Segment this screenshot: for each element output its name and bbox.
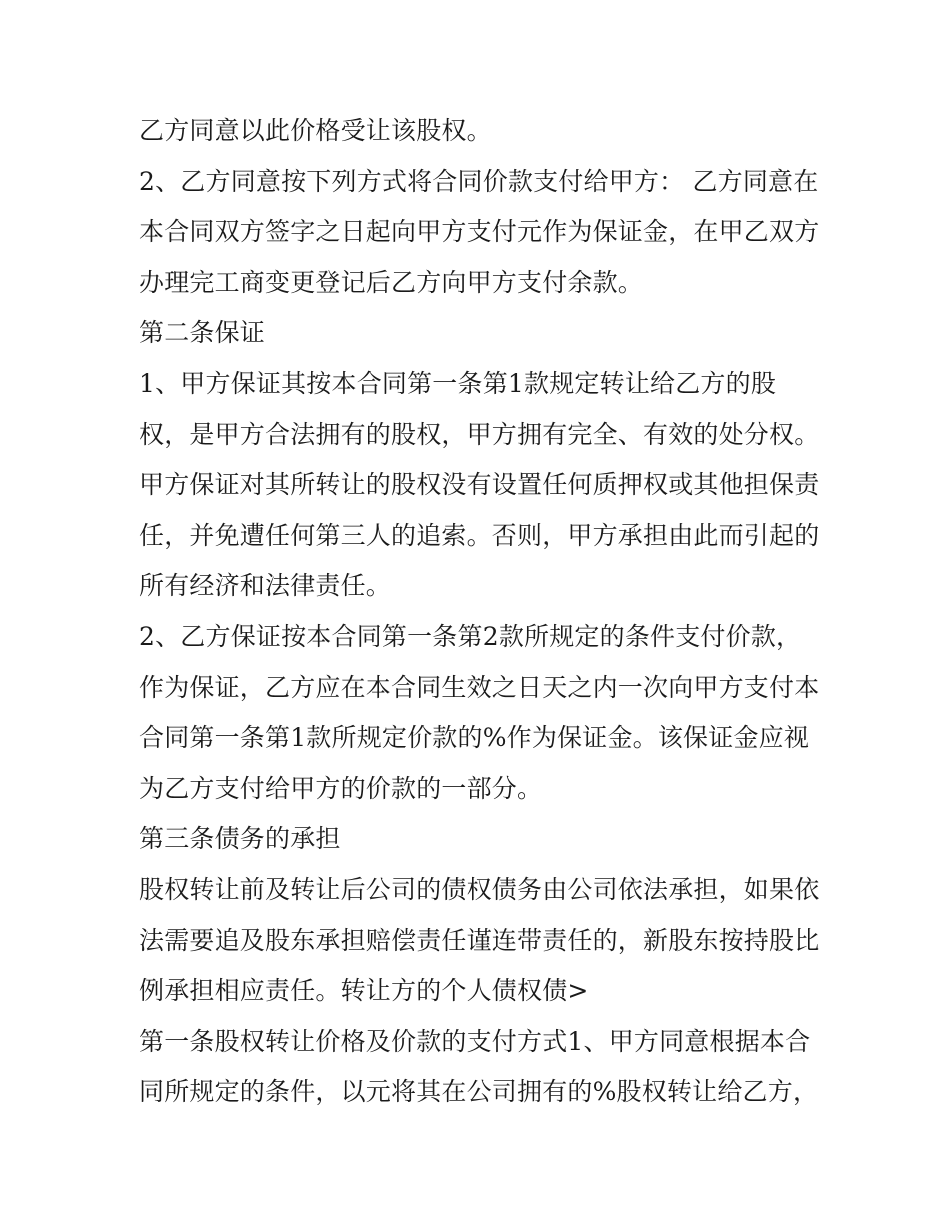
text-line: 办理完工商变更登记后乙方向甲方支付余款。 [139,267,644,297]
text-line: 2、乙方保证按本合同第一条第2款所规定的条件支付价款， [139,621,802,651]
text-line: 甲方保证对其所转让的股权没有设置任何质押权或其他担保责 [139,470,820,500]
text-line: 任，并免遭任何第三人的追索。否则，甲方承担由此而引起的 [139,520,820,550]
text-line: 1、甲方保证其按本合同第一条第1款规定转让给乙方的股 [139,368,777,398]
text-line: 同所规定的条件，以元将其在公司拥有的%股权转让给乙方， [139,1077,819,1107]
text-line: 第一条股权转让价格及价款的支付方式1、甲方同意根据本合 [139,1026,811,1056]
text-line: 权，是甲方合法拥有的股权，甲方拥有完全、有效的处分权。 [139,419,820,449]
text-line: 为乙方支付给甲方的价款的一部分。 [139,773,543,803]
document-body [139,106,819,1118]
text-line: 法需要追及股东承担赔偿责任谨连带责任的，新股东按持股比 [139,925,820,955]
text-line: 乙方同意以此价格受让该股权。 [139,116,492,145]
text-line: 合同第一条第1款所规定价款的%作为保证金。该保证金应视 [139,723,810,753]
text-line: 所有经济和法律责任。 [139,571,392,601]
section-heading: 第二条保证 [139,318,266,348]
text-line: 例承担相应责任。转让方的个人债权债> [139,976,589,1006]
text-line: 作为保证，乙方应在本合同生效之日天之内一次向甲方支付本 [139,672,820,702]
text-line: 股权转让前及转让后公司的债权债务由公司依法承担，如果依 [139,874,820,904]
text-line: 2、乙方同意按下列方式将合同价款支付给甲方： 乙方同意在 [139,166,819,196]
section-heading: 第三条债务的承担 [139,824,341,854]
text-line: 本合同双方签字之日起向甲方支付元作为保证金，在甲乙双方 [139,217,820,247]
